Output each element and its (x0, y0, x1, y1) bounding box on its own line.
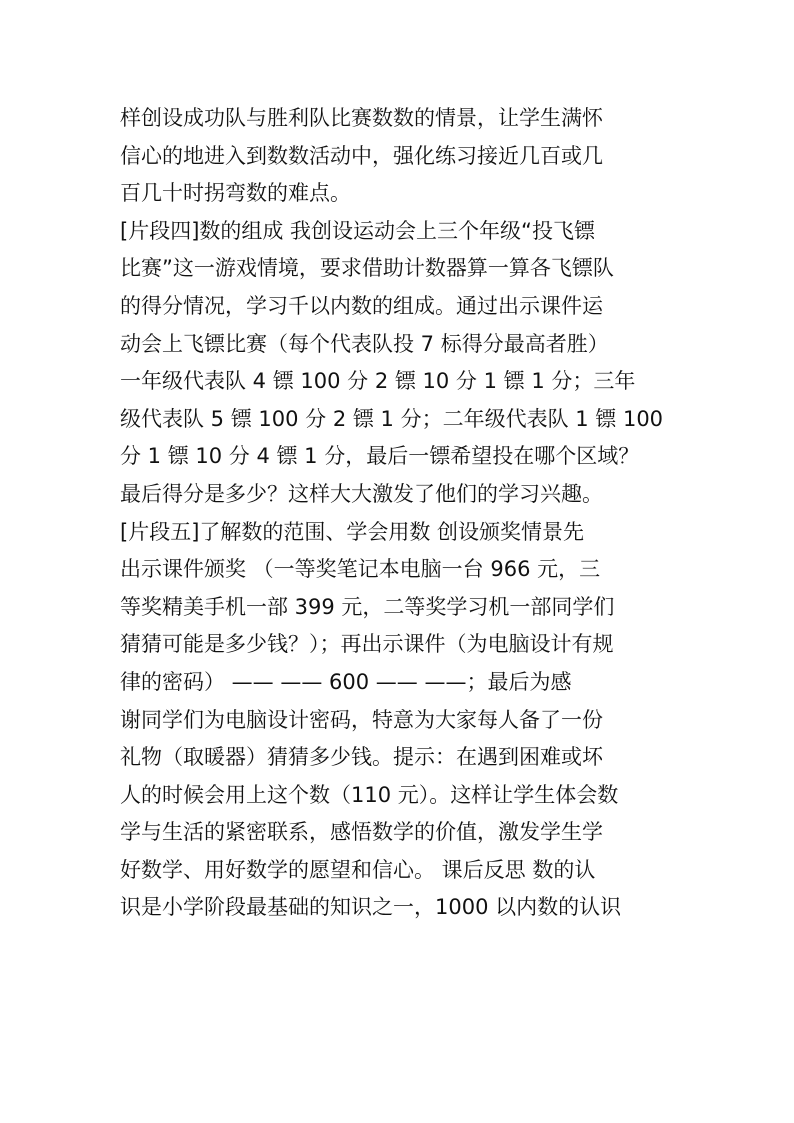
text-line: 律的密码） —— —— 600 —— ——；最后为感 (120, 669, 572, 694)
text-line: [片段五]了解数的范围、学会用数 创设颁奖情景先 (120, 519, 585, 544)
text-line: 等奖精美手机一部 399 元，二等奖学习机一部同学们 (120, 594, 615, 619)
text-line: 识是小学阶段最基础的知识之一，1000 以内数的认识 (120, 895, 622, 920)
text-line: 猜猜可能是多少钱？）；再出示课件（为电脑设计有规 (120, 632, 614, 657)
text-line: 人的时候会用上这个数（110 元）。这样让学生体会数 (120, 782, 619, 807)
text-line: [片段四]数的组成 我创设运动会上三个年级“投飞镖 (120, 218, 595, 243)
text-line: 动会上飞镖比赛（每个代表队投 7 标得分最高者胜） (120, 331, 609, 356)
text-line: 出示课件颁奖 （一等奖笔记本电脑一台 966 元，三 (120, 557, 601, 582)
text-line: 百几十时拐弯数的难点。 (120, 181, 351, 206)
text-line: 礼物（取暖器）猜猜多少钱。提示：在遇到困难或坏 (120, 745, 603, 770)
text-line: 学与生活的紧密联系，感悟数学的价值，激发学生学 (120, 820, 603, 845)
text-line: 比赛”这一游戏情境，要求借助计数器算一算各飞镖队 (120, 256, 614, 281)
text-line: 信心的地进入到数数活动中，强化练习接近几百或几 (120, 143, 603, 168)
text-line: 好数学、用好数学的愿望和信心。 课后反思 数的认 (120, 857, 596, 882)
text-line: 样创设成功队与胜利队比赛数数的情景，让学生满怀 (120, 106, 603, 130)
text-line: 谢同学们为电脑设计密码，特意为大家每人备了一份 (120, 707, 603, 732)
text-line: 分 1 镖 10 分 4 镖 1 分，最后一镖希望投在哪个区域？ (120, 444, 640, 469)
text-line: 的得分情况，学习千以内数的组成。通过出示课件运 (120, 293, 603, 318)
text-line: 最后得分是多少？这样大大激发了他们的学习兴趣。 (120, 481, 603, 506)
text-line: 一年级代表队 4 镖 100 分 2 镖 10 分 1 镖 1 分；三年 (120, 369, 636, 394)
text-line: 级代表队 5 镖 100 分 2 镖 1 分；二年级代表队 1 镖 100 (120, 406, 664, 431)
body-text (120, 100, 680, 927)
